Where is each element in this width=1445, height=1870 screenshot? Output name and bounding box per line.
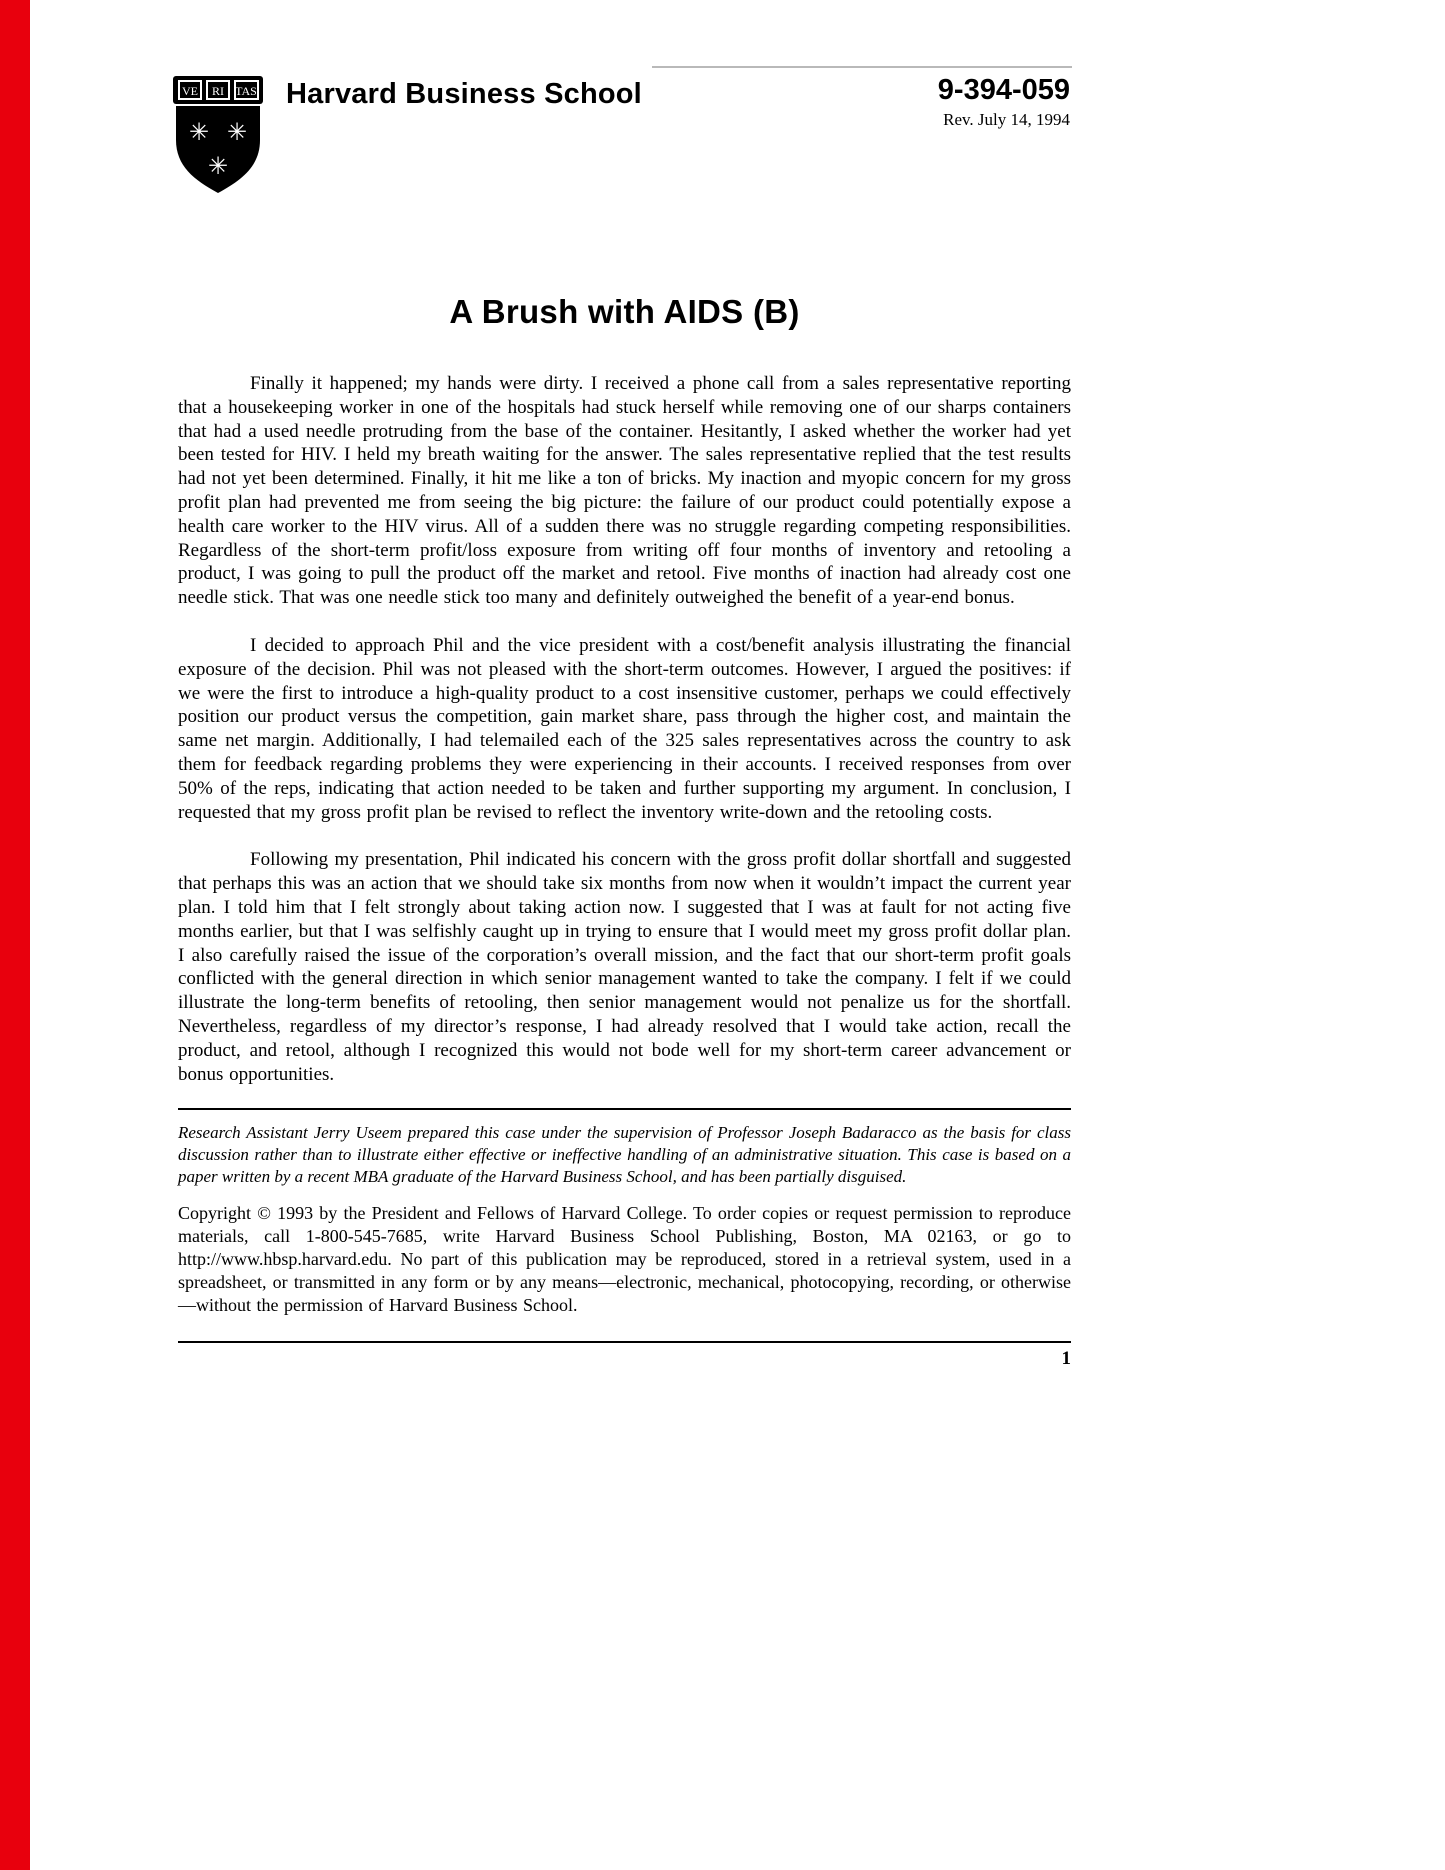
school-name: Harvard Business School [286,78,642,110]
body-paragraph-1: Finally it happened; my hands were dirty. I received a phone call from a sales representative reporting that a housekeeping worker in one of the hospitals had stuck herself while removing one of our sharps containers that had a used needle protruding from the base of the container. Hesitantly, I asked whether the worker had yet been tested for HIV. I held my breath waiting for the answer. The sales representative replied that the test results had not yet been determined. Finally, it hit me like a ton of bricks. My inaction and myopic concern for my gross profit plan had prevented me from seeing the big picture: the failure of our product could potentially expose a health care worker to the HIV virus. All of a sudden there was no struggle regarding competing responsibilities. Regardless of the short-term profit/loss exposure from writing off four months of inventory and retooling a product, I was going to pull the product off the market and retool. Five months of inaction had already cost one needle stick. That was one needle stick too many and definitely outweighed the benefit of a year-end bonus. [178,373,1071,609]
header-right [938,75,1070,130]
page-number: 1 [1061,1347,1071,1369]
footnote-divider [178,1108,1071,1110]
svg-text:✳: ✳ [207,154,229,180]
bottom-divider [178,1341,1071,1343]
hbs-shield-logo [172,74,264,194]
copyright-text: Copyright © 1993 by the President and Fellows of Harvard College. To order copies or request permission to reproduce materials, call 1-800-545-7685, write Harvard Business School Publishing, Boston, MA 02163, or go to http://www.hbsp.harvard.edu. No part of this publication may be reproduced, stored in a retrieval system, used in a spreadsheet, or transmitted in any form or by any means—electronic, mechanical, photocopying, recording, or otherwise—without the permission of Harvard Business School. [178,1202,1071,1315]
document-title: A Brush with AIDS (B) [449,293,800,330]
revision-date: Rev. July 14, 1994 [943,110,1070,129]
body-paragraph-3: Following my presentation, Phil indicated his concern with the gross profit dollar shortfall and suggested that perhaps this was an action that we should take six months from now when it wouldn’t impact the current year plan. I told him that I felt strongly about taking action now. I suggested that I was at fault for not acting five months earlier, but that I was selfishly caught up in trying to ensure that I would meet my gross profit dollar plan. I also carefully raised the issue of the corporation’s overall mission, and the fact that our short-term profit goals conflicted with the general direction in which senior management wanted to take the company. I felt if we could illustrate the long-term benefits of retooling, then senior management would not penalize us for the shortfall. Nevertheless, regardless of my director’s response, I had already resolved that I would take action, recall the product, and retool, although I recognized this would not bode well for my short-term career advancement or bonus opportunities. [178,849,1071,1085]
svg-text:✳: ✳ [226,120,248,146]
veritas-motto-ve: VE [182,84,198,98]
body-paragraph-2: I decided to approach Phil and the vice president with a cost/benefit analysis illustrating the financial exposure of the decision. Phil was not pleased with the short-term outcomes. However, I argued the positives: if we were the first to introduce a high-quality product to a cost insensitive customer, perhaps we could effectively position our product versus the competition, gain market share, pass through the higher cost, and maintain the same net margin. Additionally, I had telemailed each of the 325 sales representatives across the country to ask them for feedback regarding problems they were experiencing in their accounts. I received responses from over 50% of the reps, indicating that action needed to be taken and further supporting my argument. In conclusion, I requested that my gross profit plan be revised to reflect the inventory write-down and the retooling costs. [178,634,1071,823]
shield-icon [172,74,264,194]
footnote-text: Research Assistant Jerry Useem prepared this case under the supervision of Professor Joseph Badaracco as the basis for class discussion rather than to illustrate either effective or ineffective handling of an administrative situation. This case is based on a paper written by a recent MBA graduate of the Harvard Business School, and has been partially disguised. [178,1123,1071,1186]
top-rule [652,66,1072,68]
veritas-motto-tas: TAS [235,84,257,98]
binding-strip [0,0,30,1870]
svg-text:✳: ✳ [188,120,210,146]
veritas-motto-ri: RI [212,84,224,98]
case-number: 9-394-059 [937,74,1070,106]
document-body [178,372,1071,1370]
